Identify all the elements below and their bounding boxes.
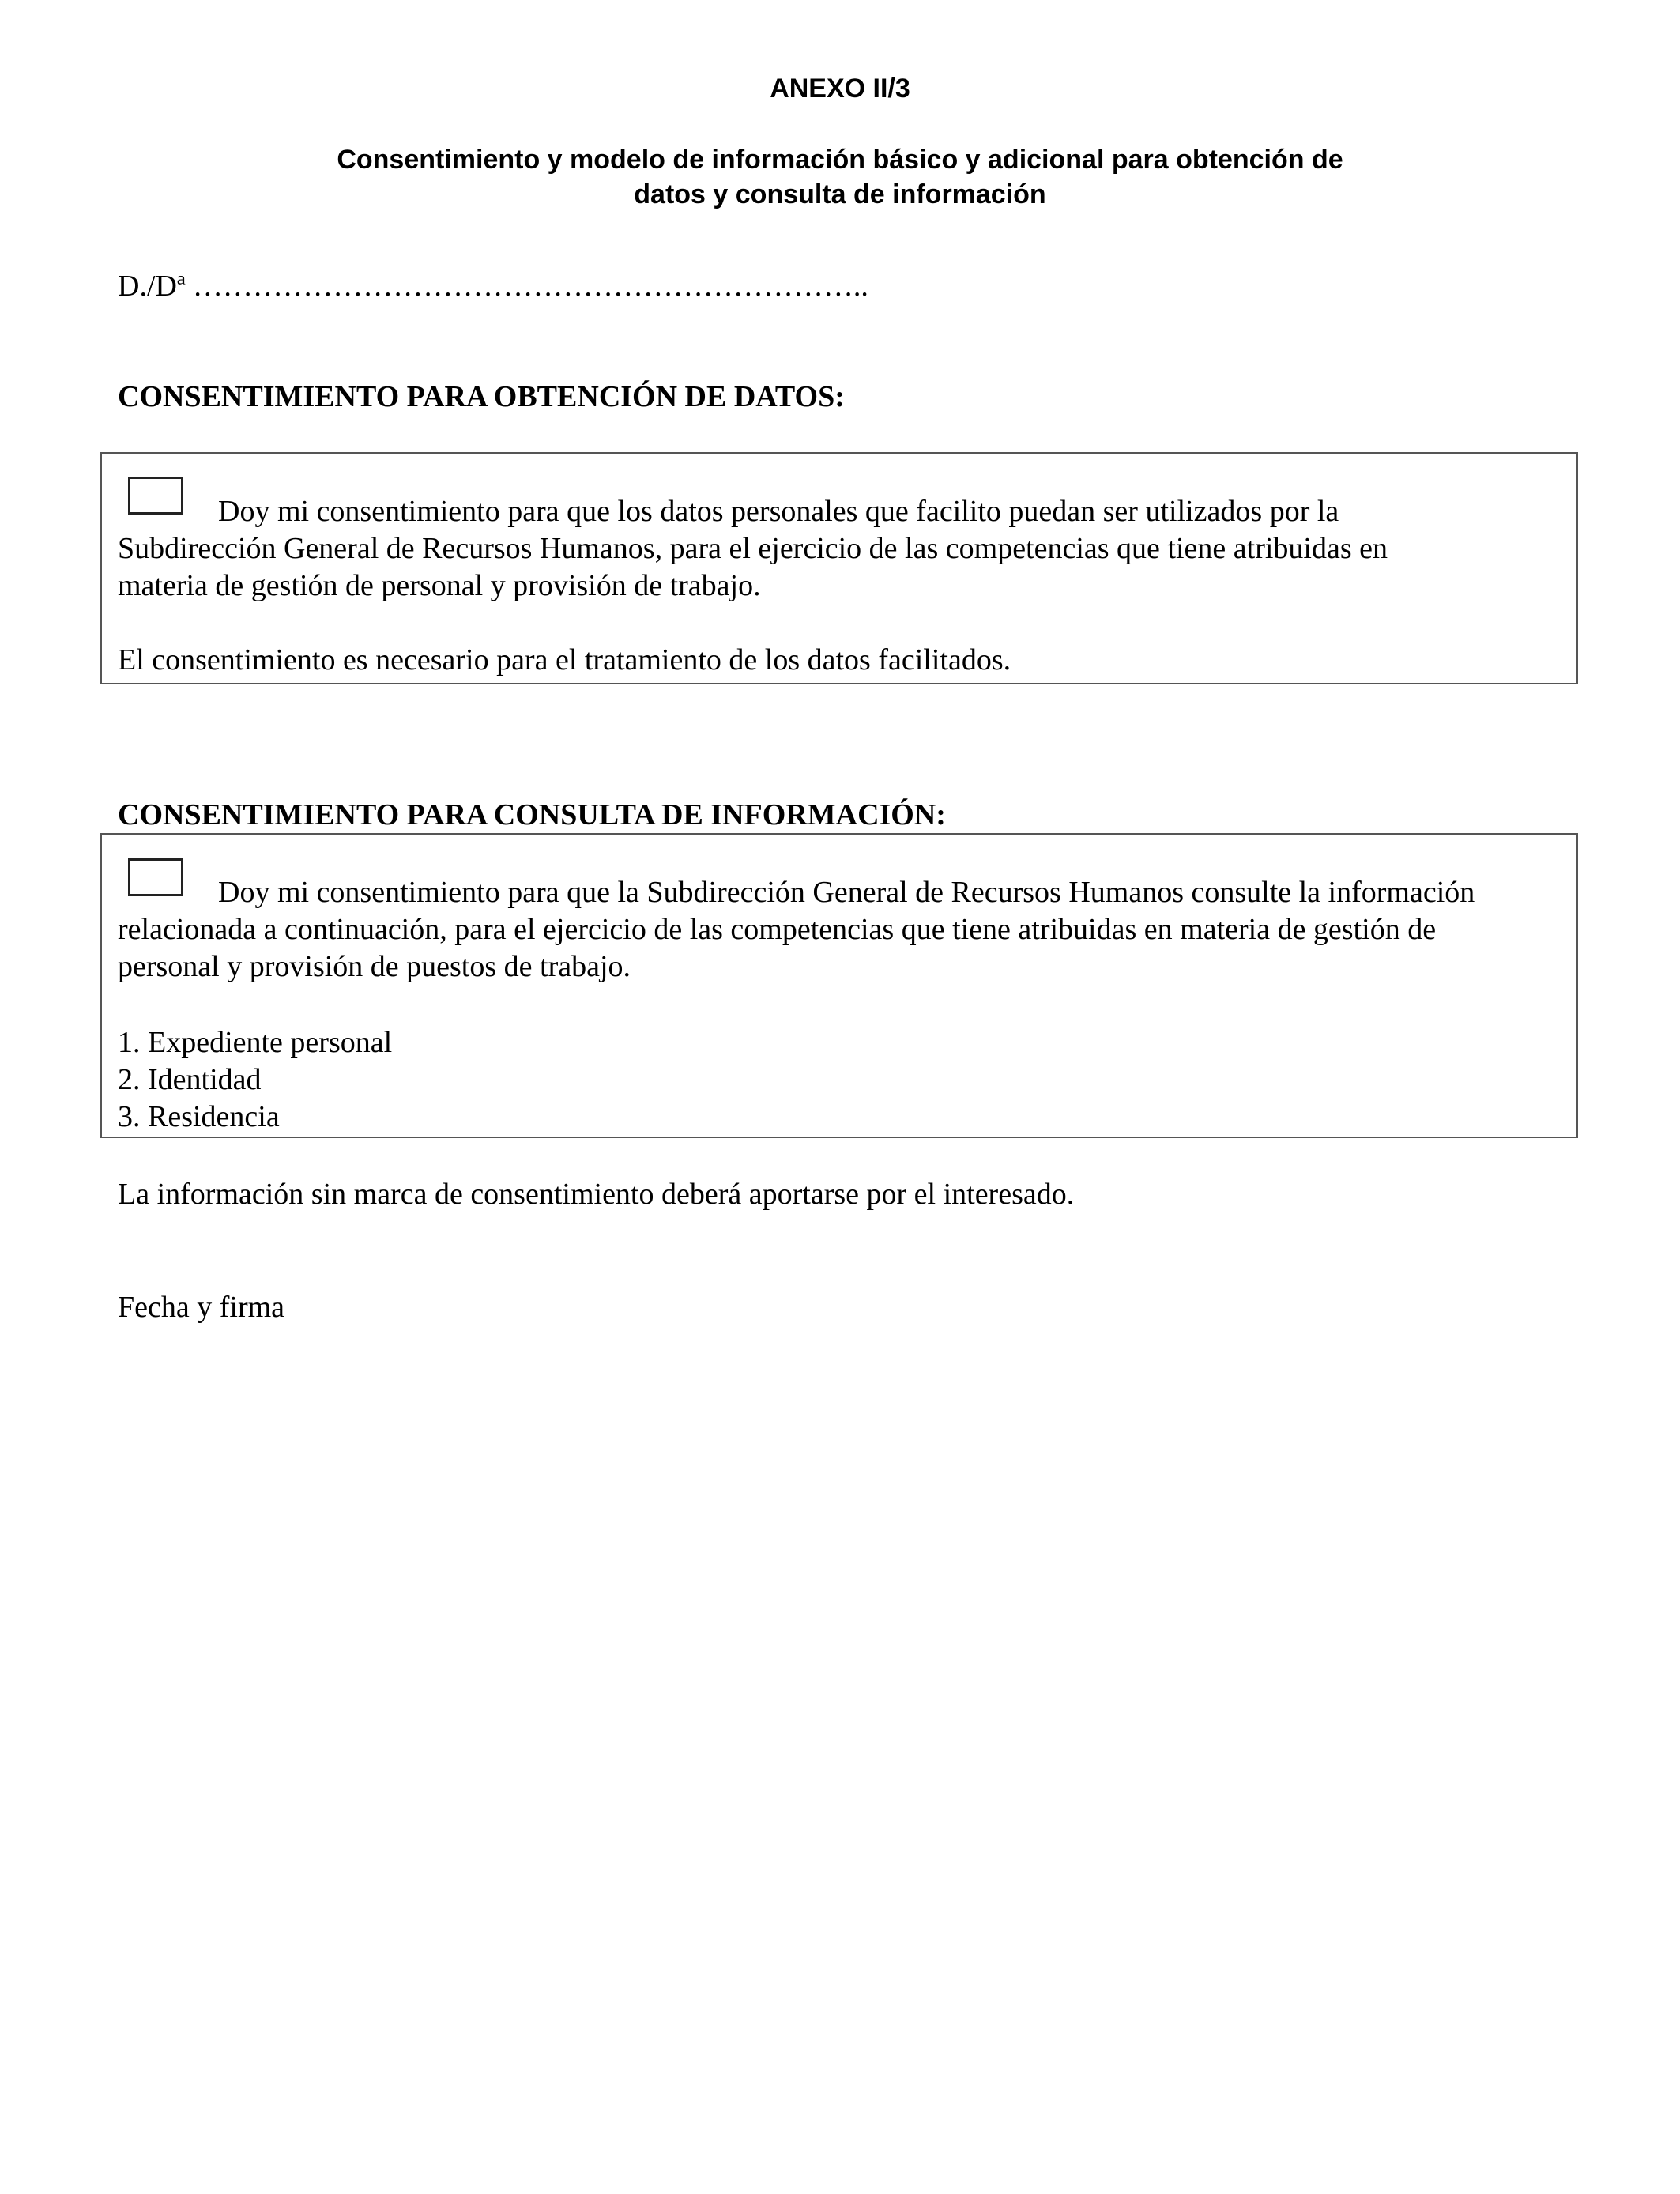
query-consent-text-line-1: Doy mi consentimiento para que la Subdirección General de Recursos Humanos consulte la información [218,876,1475,909]
document-title-line-2: datos y consulta de información [634,179,1046,209]
holder-name-field[interactable]: D./Dª ………………………………………………………….. [118,270,868,303]
information-list [118,1024,392,1136]
list-item: 1. Expediente personal [118,1026,393,1059]
query-consent-heading: CONSENTIMIENTO PARA CONSULTA DE INFORMACIÓN: [118,798,946,831]
data-consent-text-line-2: Subdirección General de Recursos Humanos, para el ejercicio de las competencias que tiene atribuidas en [118,532,1388,565]
unmarked-information-note: La información sin marca de consentimiento deberá aportarse por el interesado. [118,1178,1075,1211]
data-consent-text-line-3: materia de gestión de personal y provisión de trabajo. [118,569,761,602]
data-consent-text [118,493,1564,605]
annex-number: ANEXO II/3 [770,74,910,104]
query-consent-box [100,833,1578,1138]
query-consent-text [118,874,1564,986]
data-consent-box [100,452,1578,684]
query-consent-text-line-2: relacionada a continuación, para el ejercicio de las competencias que tiene atribuidas en materia de gestión de [118,913,1437,946]
data-consent-note: El consentimiento es necesario para el tratamiento de los datos facilitados. [118,643,1011,677]
data-consent-text-line-1: Doy mi consentimiento para que los datos personales que facilito puedan ser utilizados por la [218,495,1339,528]
list-item: 2. Identidad [118,1063,262,1096]
document-title [208,142,1472,212]
query-consent-text-line-3: personal y provisión de puestos de trabajo. [118,950,631,983]
document-title-line-1: Consentimiento y modelo de información básico y adicional para obtención de [337,145,1343,175]
data-consent-heading: CONSENTIMIENTO PARA OBTENCIÓN DE DATOS: [118,380,845,413]
list-item: 3. Residencia [118,1100,280,1133]
date-and-signature-label: Fecha y firma [118,1291,285,1324]
